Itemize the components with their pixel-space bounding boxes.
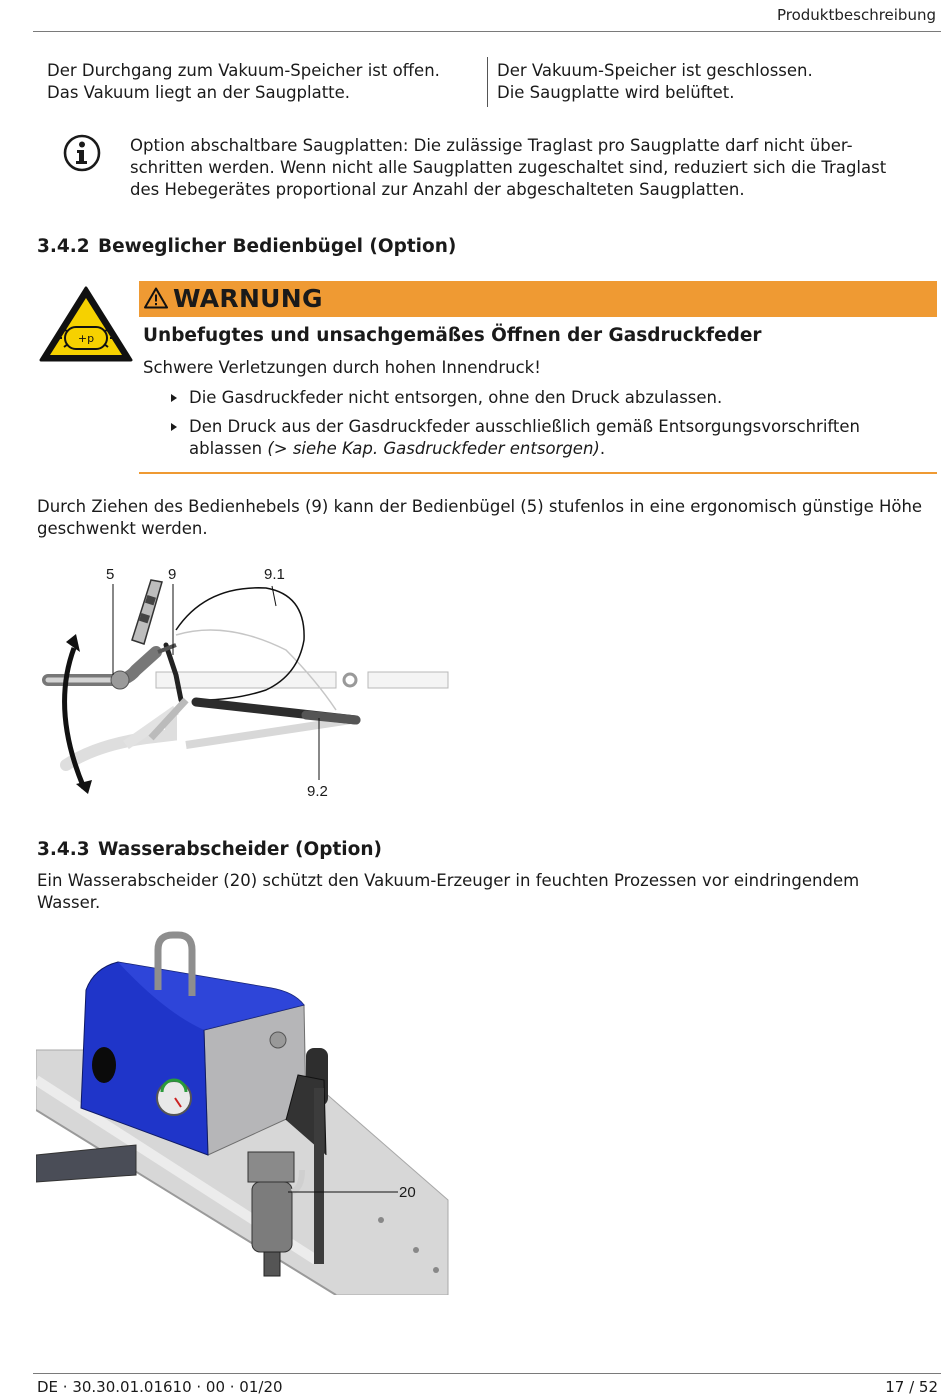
- bullet-text-line1: Den Druck aus der Gasdruckfeder ausschließlich gemäß Entsorgungsvorschriften: [189, 417, 861, 436]
- bullet-text: [189, 416, 889, 460]
- figure-label-9-2: 9.2: [307, 783, 328, 800]
- info-icon: [62, 133, 102, 173]
- pressure-warning-icon: [38, 285, 134, 363]
- section-title: Wasserabscheider (Option): [98, 839, 382, 860]
- body-line2: Wasser.: [37, 893, 101, 912]
- page-header-title: Produktbeschreibung: [776, 6, 936, 24]
- warning-label: WARNUNG: [173, 284, 323, 313]
- operating-handle-figure: [36, 560, 456, 810]
- bullet-arrow-icon: [171, 423, 177, 431]
- section-3-4-2-body: [37, 496, 942, 540]
- bullet-text-suffix: .: [599, 439, 606, 458]
- info-note-line3: des Hebegerätes proportional zur Anzahl der abgeschalteten Saugplatten.: [130, 180, 745, 199]
- section-number: 3.4.2: [37, 236, 90, 257]
- state-closed-description: [497, 60, 937, 104]
- page-number: 17 / 52: [885, 1378, 938, 1396]
- body-line2: geschwenkt werden.: [37, 519, 208, 538]
- body-line1: Durch Ziehen des Bedienhebels (9) kann der Bedienbügel (5) stufenlos in eine ergonomisch günstige Höhe: [37, 497, 923, 516]
- warning-bar: [139, 281, 937, 317]
- footer-rule: [33, 1373, 941, 1374]
- bullet-text-prefix: ablassen: [189, 439, 268, 458]
- figure-label-9-1: 9.1: [264, 566, 285, 583]
- bullet-text: Die Gasdruckfeder nicht entsorgen, ohne den Druck abzulassen.: [189, 388, 723, 407]
- header-rule: [33, 31, 941, 32]
- figure-label-20: 20: [399, 1184, 416, 1201]
- info-note-line1: Option abschaltbare Saugplatten: Die zulässige Traglast pro Saugplatte darf nicht über-: [130, 136, 853, 155]
- state-open-line1: Der Durchgang zum Vakuum-Speicher ist offen.: [47, 61, 440, 80]
- state-open-description: [47, 60, 477, 104]
- column-divider: [487, 57, 488, 107]
- bullet-text-line2: [189, 438, 889, 460]
- section-number: 3.4.3: [37, 839, 90, 860]
- warning-text: Schwere Verletzungen durch hohen Innendruck!: [143, 358, 541, 377]
- water-separator-figure: [36, 930, 456, 1295]
- figure-label-5: 5: [106, 566, 115, 583]
- info-note-text: [130, 135, 920, 201]
- body-line1: Ein Wasserabscheider (20) schützt den Vakuum-Erzeuger in feuchten Prozessen vor eindringendem: [37, 871, 860, 890]
- bullet-arrow-icon: [171, 394, 177, 402]
- info-note-line2: schritten werden. Wenn nicht alle Saugplatten zugeschaltet sind, reduziert sich die Traglast: [130, 158, 887, 177]
- section-3-4-2-heading: [37, 236, 456, 257]
- warning-bottom-rule: [139, 472, 937, 474]
- document-reference: DE · 30.30.01.01610 · 00 · 01/20: [37, 1378, 283, 1396]
- figure-label-9: 9: [168, 566, 177, 583]
- section-3-4-3-heading: [37, 839, 382, 860]
- section-3-4-3-body: [37, 870, 942, 914]
- state-closed-line1: Der Vakuum-Speicher ist geschlossen.: [497, 61, 813, 80]
- cross-reference-link[interactable]: (> siehe Kap. Gasdruckfeder entsorgen): [267, 439, 600, 458]
- warning-heading: Unbefugtes und unsachgemäßes Öffnen der Gasdruckfeder: [143, 325, 762, 346]
- pictogram-label: +p: [77, 332, 95, 345]
- state-closed-line2: Die Saugplatte wird belüftet.: [497, 83, 735, 102]
- warning-triangle-icon: [144, 287, 168, 309]
- section-title: Beweglicher Bedienbügel (Option): [98, 236, 457, 257]
- state-open-line2: Das Vakuum liegt an der Saugplatte.: [47, 83, 351, 102]
